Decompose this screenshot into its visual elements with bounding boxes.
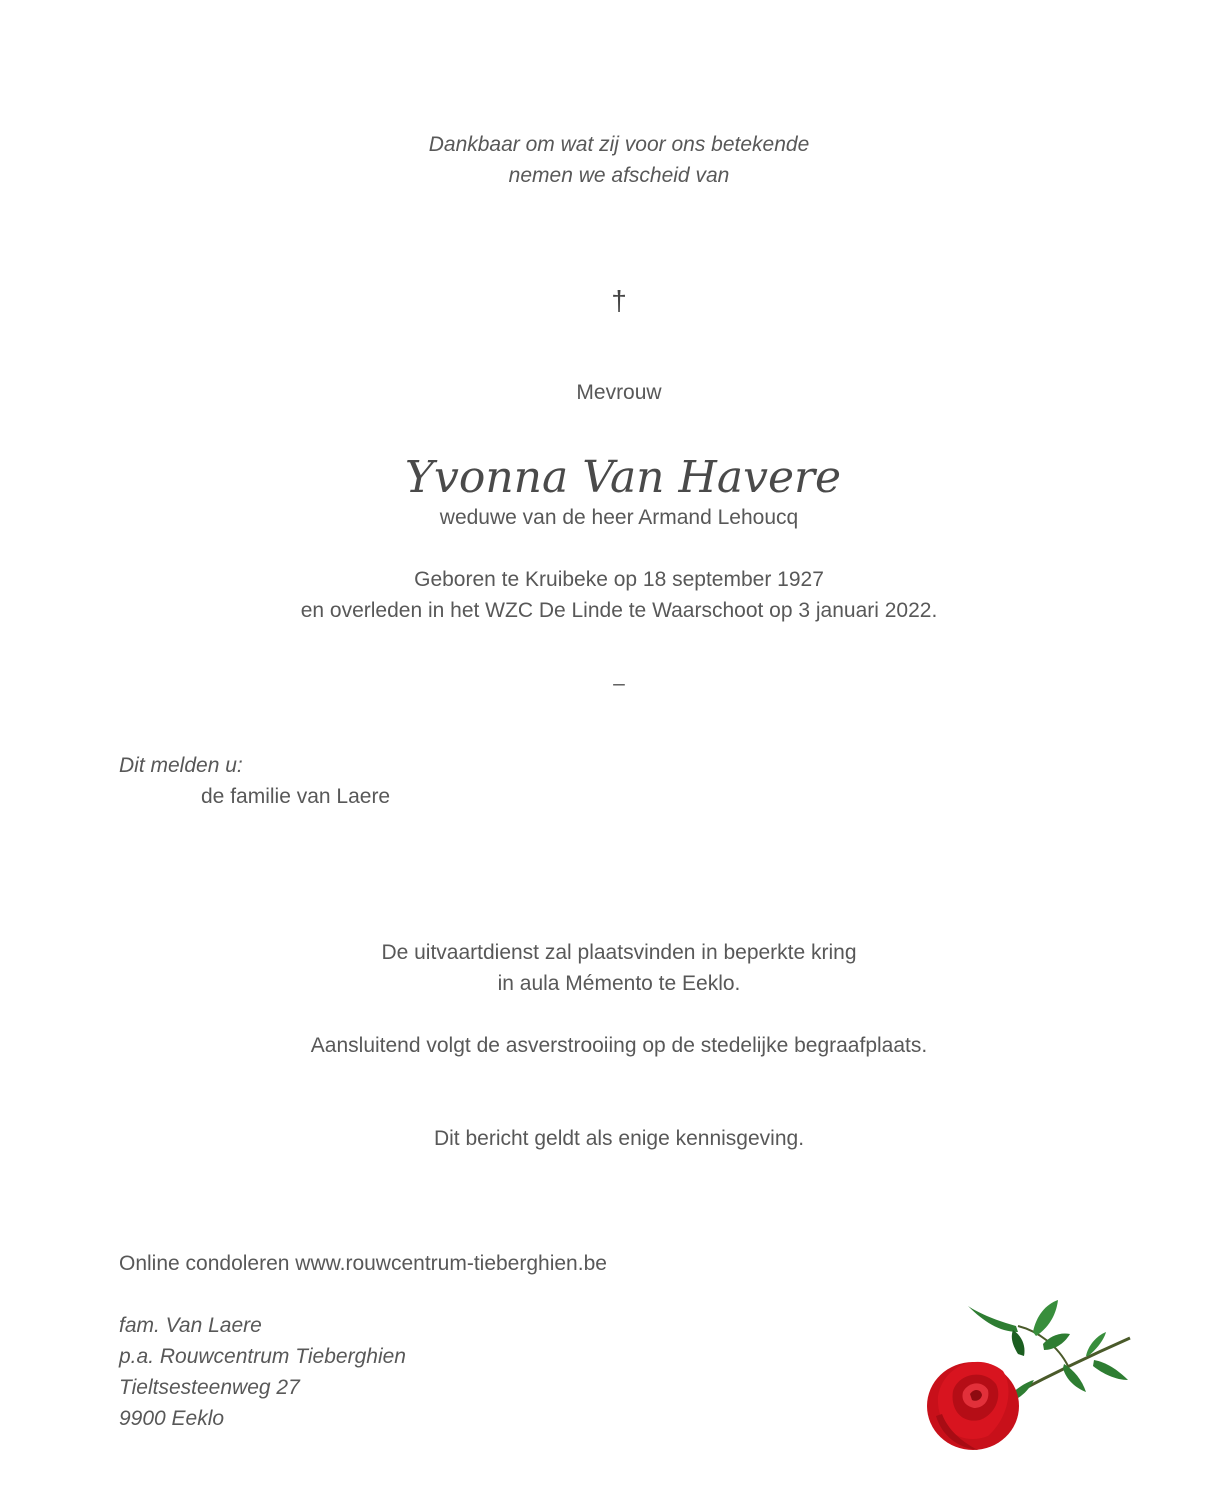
ceremony-line-2: in aula Mémento te Eeklo. — [497, 972, 741, 995]
notice-line: Dit bericht geldt als enige kennisgeving. — [433, 1127, 805, 1150]
birth-line: Geboren te Kruibeke op 18 september 1927 — [414, 568, 824, 591]
separator-dash: – — [613, 672, 625, 695]
ceremony-line-3: Aansluitend volgt de asverstrooiing op de stedelijke begraafplaats. — [310, 1034, 928, 1057]
address-line-4: 9900 Eeklo — [119, 1407, 225, 1430]
death-line: en overleden in het WZC De Linde te Waarschoot op 3 januari 2022. — [300, 599, 938, 622]
address-line-3: Tieltsesteenweg 27 — [119, 1376, 300, 1399]
rose-icon — [918, 1296, 1134, 1456]
relation-line: weduwe van de heer Armand Lehoucq — [439, 506, 799, 529]
intro-line-1: Dankbaar om wat zij voor ons betekende — [428, 133, 810, 156]
condolence-line: Online condoleren www.rouwcentrum-tieberghien.be — [119, 1252, 607, 1275]
cross-icon: † — [611, 285, 627, 316]
address-line-1: fam. Van Laere — [119, 1314, 262, 1337]
deceased-name: Yvonna Van Havere — [404, 452, 842, 503]
ceremony-line-1: De uitvaartdienst zal plaatsvinden in beperkte kring — [381, 941, 857, 964]
announcers-family: de familie van Laere — [201, 785, 391, 808]
address-line-2: p.a. Rouwcentrum Tieberghien — [119, 1345, 406, 1368]
intro-line-2: nemen we afscheid van — [508, 164, 730, 187]
salutation: Mevrouw — [576, 381, 662, 404]
announcers-label: Dit melden u: — [119, 754, 243, 777]
